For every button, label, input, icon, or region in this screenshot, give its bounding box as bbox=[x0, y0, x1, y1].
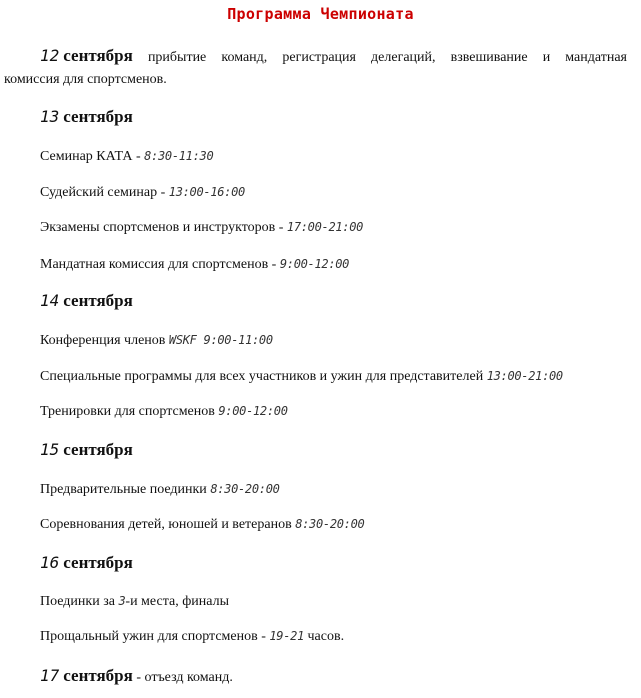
day-heading bbox=[40, 553, 133, 573]
item-time: 8:30-11:30 bbox=[144, 149, 214, 163]
schedule-item bbox=[40, 369, 563, 385]
day-word: сентября bbox=[63, 46, 133, 65]
day-number: 14 bbox=[40, 291, 60, 310]
day-word: сентября bbox=[63, 440, 133, 459]
item-time: 19-21 bbox=[269, 629, 304, 643]
schedule-item bbox=[40, 594, 229, 610]
item-text-after: -и места, финалы bbox=[125, 594, 229, 609]
schedule-item bbox=[40, 149, 213, 165]
day-rest-text: - отъезд команд. bbox=[132, 670, 233, 685]
item-time: 8:30-20:00 bbox=[295, 517, 365, 531]
item-time: 9:00-12:00 bbox=[218, 404, 288, 418]
day-word: сентября bbox=[63, 107, 133, 126]
item-time: WSKF 9:00-11:00 bbox=[168, 333, 273, 347]
item-text: Поединки за bbox=[40, 594, 119, 609]
item-text: Предварительные поединки bbox=[40, 482, 211, 497]
schedule-item bbox=[40, 629, 344, 645]
item-time: 3 bbox=[118, 594, 126, 608]
day-word: сентября bbox=[63, 666, 133, 685]
day-number: 17 bbox=[40, 666, 60, 685]
item-time: 13:00-21:00 bbox=[486, 369, 563, 383]
day-heading bbox=[40, 291, 133, 311]
item-text-after: часов. bbox=[304, 629, 345, 644]
item-text: Соревнования детей, юношей и ветеранов bbox=[40, 517, 296, 532]
intro-paragraph bbox=[4, 43, 627, 93]
schedule-item bbox=[40, 482, 280, 498]
schedule-item bbox=[40, 220, 363, 236]
day-number: 12 bbox=[40, 46, 60, 65]
schedule-item bbox=[40, 404, 288, 420]
schedule-item bbox=[40, 333, 273, 349]
day-number: 13 bbox=[40, 107, 60, 126]
day-number: 15 bbox=[40, 440, 60, 459]
day-heading bbox=[40, 107, 133, 127]
schedule-item bbox=[40, 257, 349, 273]
day-word: сентября bbox=[63, 291, 133, 310]
item-text: Конференция членов bbox=[40, 333, 169, 348]
item-time: 13:00-16:00 bbox=[168, 185, 245, 199]
day-word: сентября bbox=[63, 553, 133, 572]
day-heading bbox=[40, 666, 233, 686]
item-text: Мандатная комиссия для спортсменов - bbox=[40, 257, 280, 272]
day-number: 16 bbox=[40, 553, 60, 572]
day-heading bbox=[40, 440, 133, 460]
schedule-item bbox=[40, 517, 364, 533]
schedule-item bbox=[40, 185, 245, 201]
item-text: Семинар КАТА - bbox=[40, 149, 145, 164]
intro-second-line: комиссия для спортсменов. bbox=[4, 72, 167, 87]
intro-text: прибытие команд, регистрация делегаций, взвешивание и мандатная bbox=[147, 50, 627, 65]
item-text: Специальные программы для всех участников и ужин для представителей bbox=[40, 369, 487, 384]
item-text: Прощальный ужин для спортсменов - bbox=[40, 629, 270, 644]
page-title: Программа Чемпионата bbox=[227, 5, 414, 23]
item-text: Тренировки для спортсменов bbox=[40, 404, 219, 419]
item-text: Судейский семинар - bbox=[40, 185, 169, 200]
item-time: 8:30-20:00 bbox=[210, 482, 280, 496]
item-time: 9:00-12:00 bbox=[279, 257, 350, 271]
item-time: 17:00-21:00 bbox=[286, 220, 364, 234]
item-text: Экзамены спортсменов и инструкторов - bbox=[40, 220, 287, 235]
